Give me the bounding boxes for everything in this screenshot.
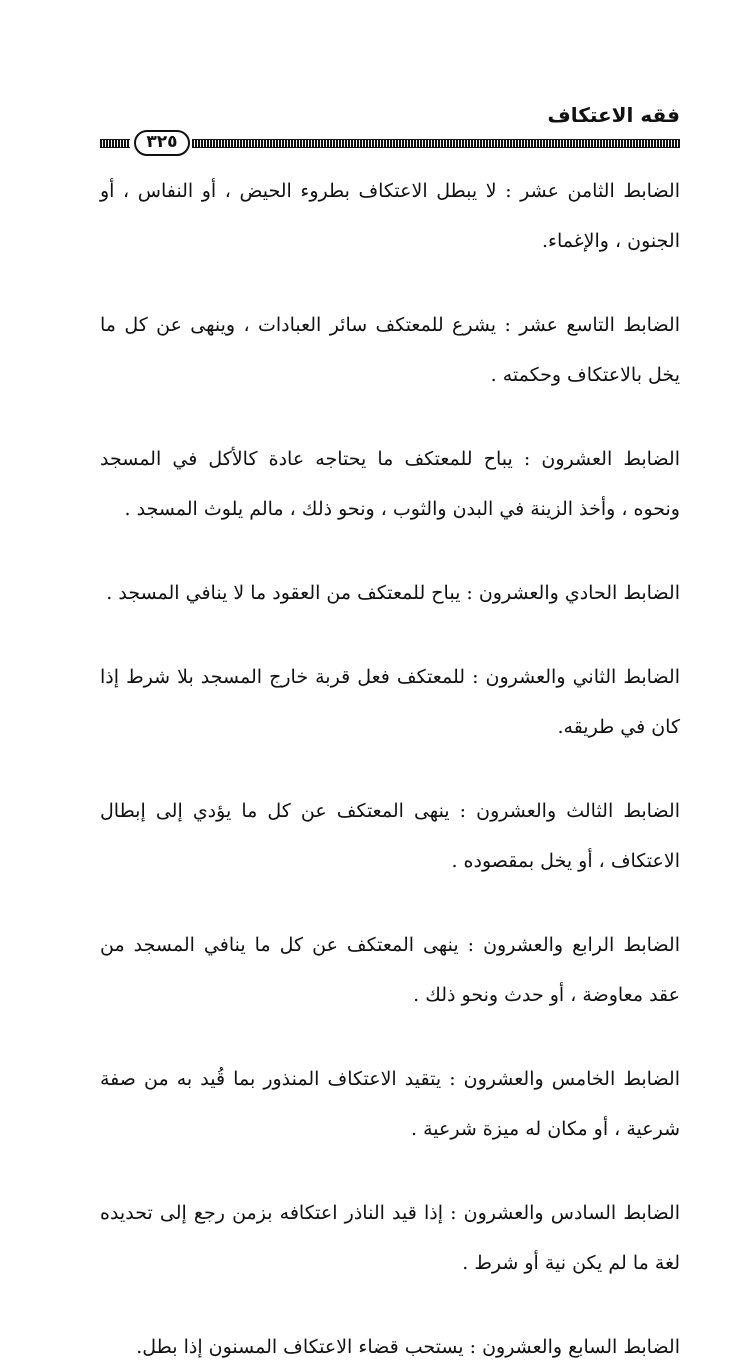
- rule-paragraph-18: الضابط الثامن عشر : لا يبطل الاعتكاف بطروء الحيض ، أو النفاس ، أو الجنون ، والإغماء.: [100, 180, 680, 252]
- running-title: فقه الاعتكاف: [547, 103, 680, 127]
- page-body: [100, 166, 680, 1372]
- page-number: ٣٢٥: [134, 130, 190, 156]
- rule-paragraph-26: الضابط السادس والعشرون : إذا قيد الناذر اعتكافه بزمن رجع إلى تحديده لغة ما لم يكن نية أو شرط .: [100, 1202, 680, 1274]
- page-header: [100, 102, 680, 160]
- rule-paragraph-24: الضابط الرابع والعشرون : ينهى المعتكف عن كل ما ينافي المسجد من عقد معاوضة ، أو حدث ونحو ذلك .: [100, 934, 680, 1006]
- rule-paragraph-25: الضابط الخامس والعشرون : يتقيد الاعتكاف المنذور بما قُيد به من صفة شرعية ، أو مكان له ميزة شرعية .: [100, 1068, 680, 1140]
- rule-paragraph-23: الضابط الثالث والعشرون : ينهى المعتكف عن كل ما يؤدي إلى إبطال الاعتكاف ، أو يخل بمقصوده .: [100, 800, 680, 872]
- rule-paragraph-20: الضابط العشرون : يباح للمعتكف ما يحتاجه عادة كالأكل في المسجد ونحوه ، وأخذ الزينة في البدن والثوب ، ونحو ذلك ، مالم يلوث المسجد .: [100, 448, 680, 520]
- rule-paragraph-19: الضابط التاسع عشر : يشرع للمعتكف سائر العبادات ، وينهى عن كل ما يخل بالاعتكاف وحكمته .: [100, 314, 680, 386]
- header-rule: [192, 139, 680, 148]
- rule-paragraph-21: الضابط الحادي والعشرون : يباح للمعتكف من العقود ما لا ينافي المسجد .: [106, 582, 680, 604]
- rule-paragraph-22: الضابط الثاني والعشرون : للمعتكف فعل قربة خارج المسجد بلا شرط إذا كان في طريقه.: [100, 666, 680, 738]
- header-rule-short: [100, 139, 130, 148]
- rule-paragraph-27: الضابط السابع والعشرون : يستحب قضاء الاعتكاف المسنون إذا بطل.: [136, 1336, 680, 1358]
